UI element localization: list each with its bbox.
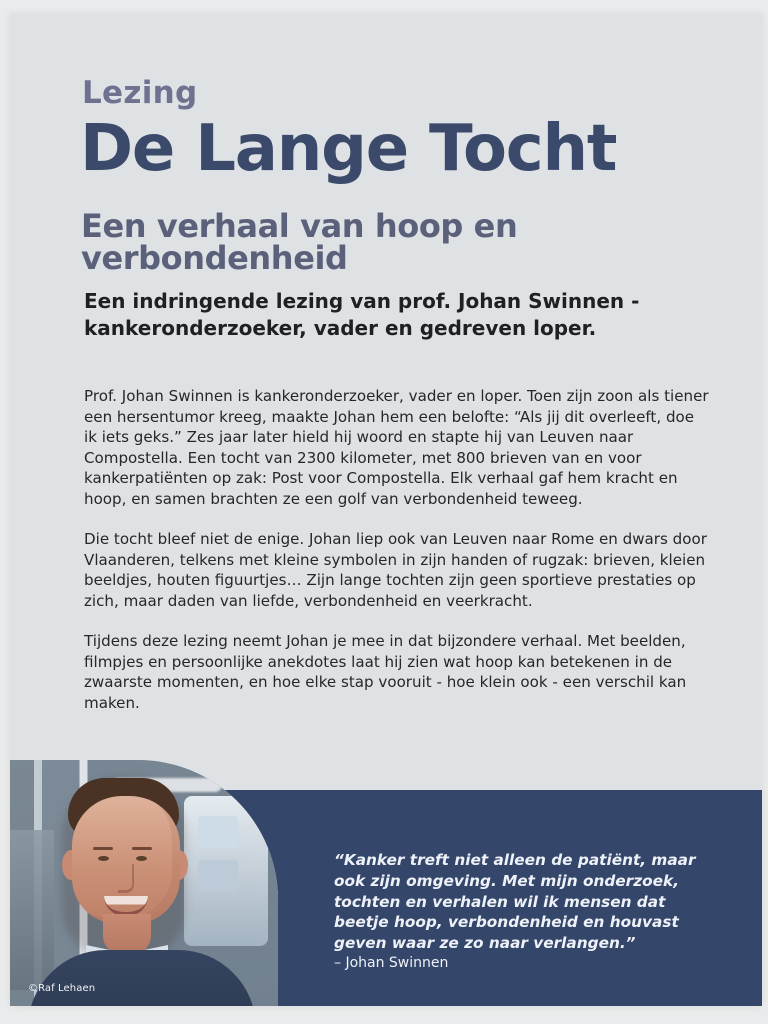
right-eye: [136, 856, 147, 861]
quote: [334, 850, 708, 972]
left-eye: [98, 856, 109, 861]
left-eyebrow: [93, 847, 113, 850]
body-text: [84, 386, 709, 733]
intro-text: Een indringende lezing van prof. Johan Swinnen - kankeronderzoeker, vader en gedreven loper.: [84, 289, 640, 340]
event-type: Lezing: [82, 75, 198, 111]
page-title: De Lange Tocht: [80, 112, 617, 186]
body-paragraph: Prof. Johan Swinnen is kankeronderzoeker, vader en loper. Toen zijn zoon als tiener een hersentumor kreeg, maakte Johan hem een belofte: “Als jij dit overleeft, doe ik iets geks.” Zes jaar later hield hij woord en stapte hij van Leuven naar Compostella. Een tocht van 2300 kilometer, met 800 brieven van en voor kankerpatiënten op zak: Post voor Compostella. Elk verhaal gaf hem kracht en hoop, en samen brachten ze een golf van verbondenheid teweeg.: [84, 387, 709, 508]
page-subtitle: Een verhaal van hoop en verbondenheid: [81, 207, 518, 277]
right-eyebrow: [132, 847, 152, 850]
quote-author: – Johan Swinnen: [334, 954, 449, 971]
body-paragraph: Tijdens deze lezing neemt Johan je mee in dat bijzondere verhaal. Met beelden, filmpjes en persoonlijke anekdotes laat hij zien wat hoop kan betekenen in de zwaarste momenten, en hoe elke stap vooruit - hoe klein ook - een verschil kan maken.: [84, 632, 687, 712]
body-paragraph: Die tocht bleef niet de enige. Johan liep ook van Leuven naar Rome en dwars door Vlaanderen, telkens met kleine symbolen in zijn handen of rugzak: brieven, kleien beeldjes, houten figuurtjes… Zijn lange tochten zijn geen sportieve prestaties op zich, maar daden van liefde, verbondenheid en veerkracht.: [84, 530, 707, 610]
photo-shelf: [10, 830, 54, 990]
nose: [118, 864, 134, 893]
poster-page: [10, 14, 762, 1006]
photo-credit: ©Raf Lehaen: [28, 983, 96, 994]
quote-text: “Kanker treft niet alleen de patiënt, maar ook zijn omgeving. Met mijn onderzoek, tochten en verhalen wil ik mensen dat beetje hoop, verbondenheid en houvast geven waar ze zo naar verlangen.”: [334, 851, 696, 953]
speaker-photo: [10, 760, 278, 1006]
neck: [103, 914, 151, 954]
photo-equipment: [184, 796, 268, 946]
